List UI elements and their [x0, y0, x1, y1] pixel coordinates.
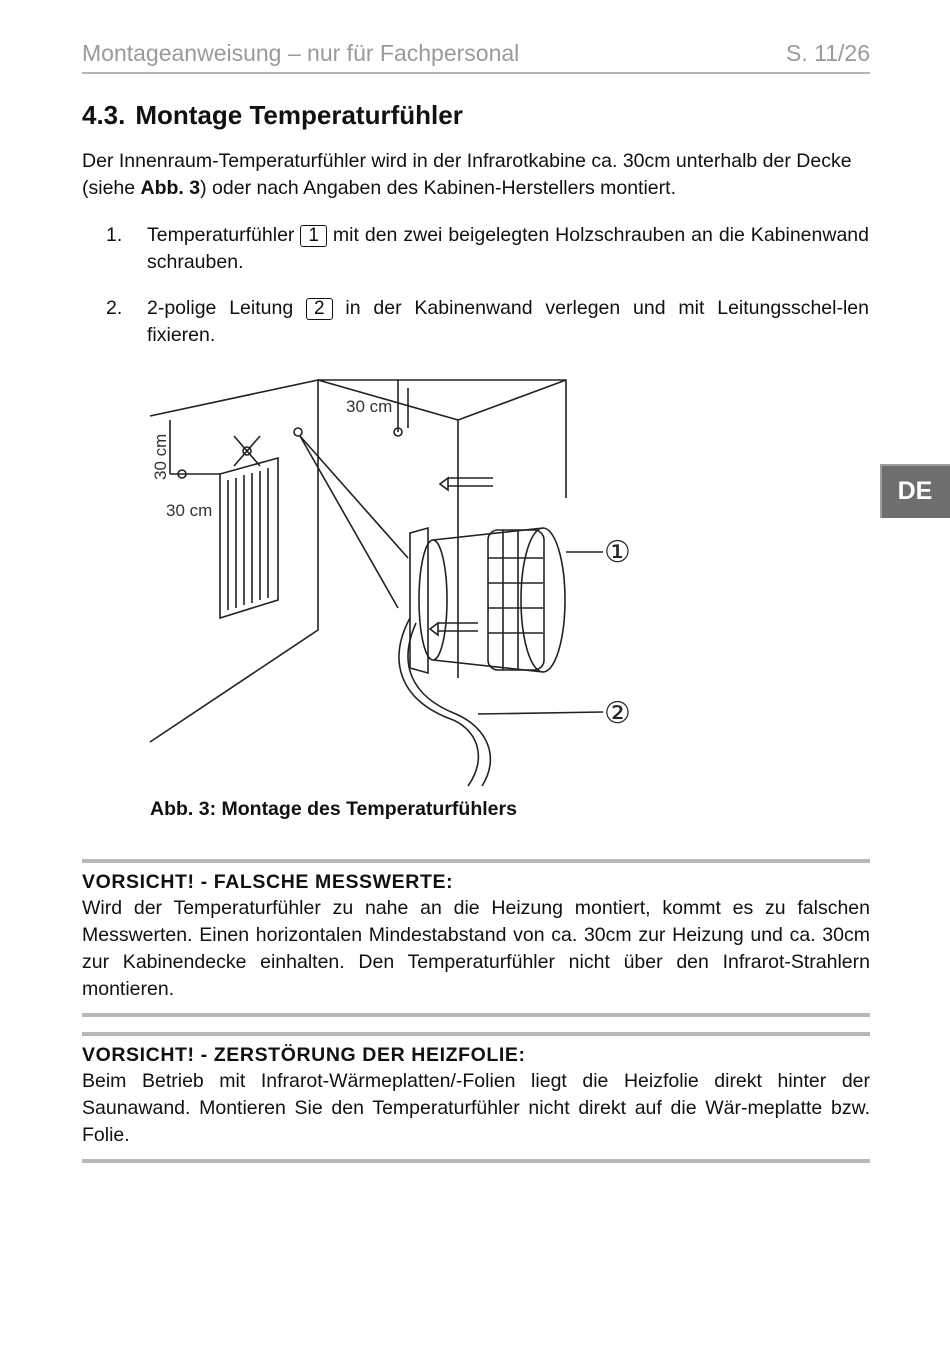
sensor-cap [521, 528, 565, 672]
warning-rule-bottom [82, 1159, 870, 1163]
screw-bottom [430, 623, 478, 635]
warning-box-2 [82, 1032, 870, 1163]
label-left: 30 cm [166, 501, 213, 520]
warning-rule-bottom [82, 1013, 870, 1017]
intro-text: Der Innenraum-Temperaturfühler wird in der Infrarotkabine ca. 30cm unterhalb der Decke (siehe [82, 150, 852, 199]
callout-2: ② [604, 696, 631, 731]
warning-rule-top [82, 859, 870, 863]
section-number: 4.3. [82, 100, 126, 130]
section-heading [82, 100, 463, 131]
warning-body: Beim Betrieb mit Infrarot-Wärmeplatten/-Folien liegt die Heizfolie direkt hinter der Saunawand. Montieren Sie den Temperaturfühler nicht direkt auf die Wär-meplatte bzw. Folie. [82, 1070, 870, 1146]
callout-ref-1: 1 [300, 225, 327, 247]
warning-body: Wird der Temperaturfühler zu nahe an die Heizung montiert, kommt es zu falschen Messwerten. Einen horizontalen Mindestabstand von ca. 30cm zur Heizung und ca. 30cm zur Kabinendecke einhalten. Den Temperaturfühler nicht über den Infrarot-Strahlern montieren. [82, 897, 870, 1000]
step-number: 1. [106, 224, 123, 246]
figure-caption: Abb. 3: Montage des Temperaturfühlers [150, 798, 517, 820]
step-text-start: Temperaturfühler [147, 224, 301, 246]
step-number: 2. [106, 297, 123, 319]
back-wall-outline [150, 380, 318, 742]
figure-reference[interactable]: Abb. 3 [140, 177, 201, 199]
label-top: 30 cm [346, 397, 393, 416]
callout-ref-2: 2 [306, 298, 333, 320]
warning-title: VORSICHT! - ZERSTÖRUNG DER HEIZFOLIE: [82, 1044, 526, 1066]
header-title: Montageanweisung – nur für Fachpersonal [82, 40, 520, 66]
step-text-end: mit den zwei beigelegten Holzschrauben an die Kabinenwand schrauben. [147, 224, 869, 273]
warning-rule-top [82, 1032, 870, 1036]
language-tab[interactable]: DE [880, 464, 950, 518]
intro-text-end: ) oder nach Angaben des Kabinen-Herstellers montiert. [200, 177, 676, 199]
step-text-end: in der Kabinenwand verlegen und mit Leitungsschel-len fixieren. [147, 297, 869, 346]
step-text-start: 2-polige Leitung [147, 297, 307, 319]
intro-paragraph [82, 148, 870, 202]
callout-line-2 [478, 712, 603, 714]
mounting-figure [148, 378, 638, 788]
ceiling-edge-right [458, 380, 566, 420]
step-text [147, 295, 869, 349]
callout-1: ① [604, 535, 631, 570]
warning-box-1 [82, 859, 870, 1017]
page-number: S. 11/26 [786, 40, 870, 66]
page-header [82, 36, 870, 74]
screw-top [440, 478, 493, 490]
step-text [147, 222, 869, 276]
warning-title: VORSICHT! - FALSCHE MESSWERTE: [82, 871, 454, 893]
label-left-vertical: 30 cm [151, 433, 170, 480]
section-title: Montage Temperaturfühler [135, 100, 463, 130]
cable [399, 618, 478, 786]
